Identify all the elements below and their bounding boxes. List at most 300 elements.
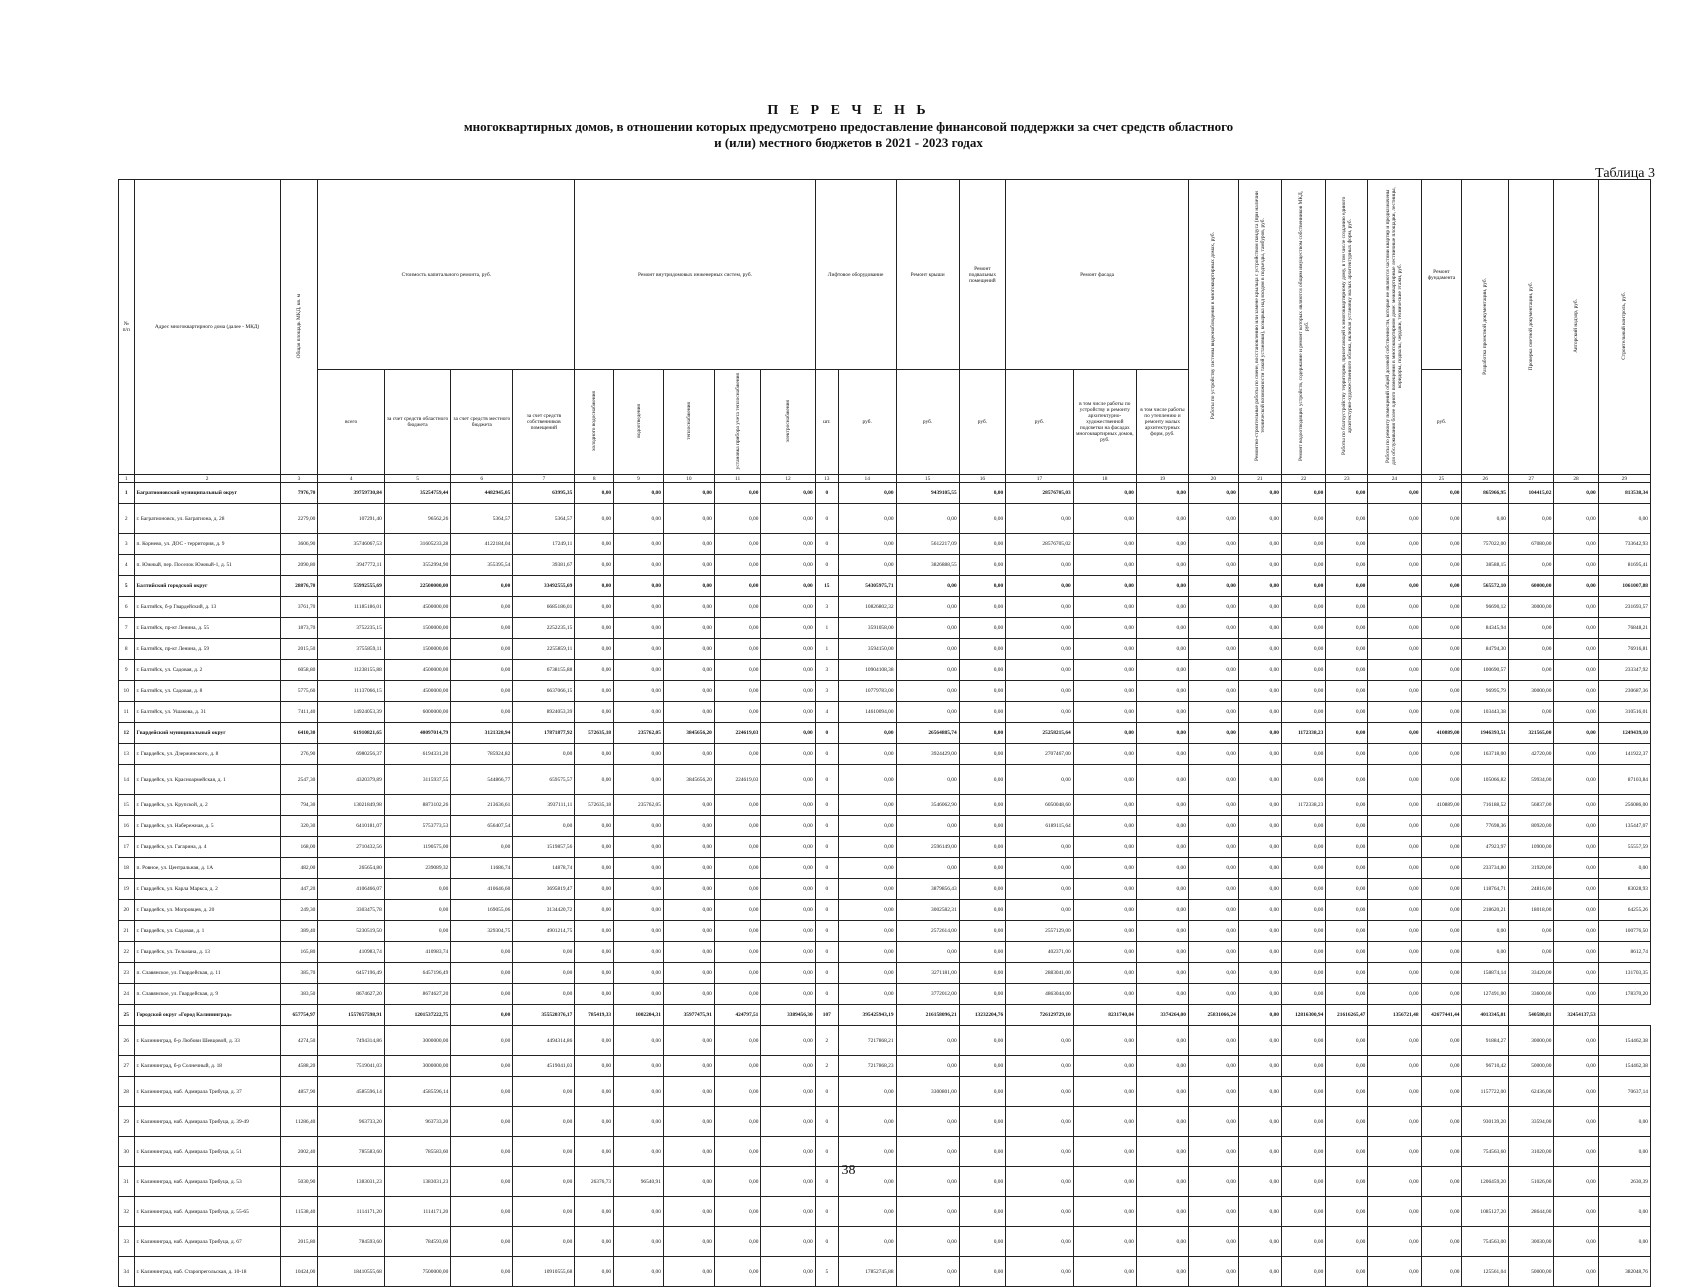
address-cell: г. Балтийск, ул. Ушакова, д. 31	[134, 702, 280, 723]
column-number: 18	[1073, 475, 1136, 483]
value-cell: 0,00	[663, 1026, 714, 1056]
value-cell: 0,00	[1421, 576, 1462, 597]
value-cell: 0,00	[663, 483, 714, 504]
value-cell: 0,00	[451, 618, 513, 639]
table-row	[119, 681, 1651, 702]
header-c25: Ремонт фундамента	[1421, 180, 1462, 370]
value-cell: 8231740,04	[1073, 1005, 1136, 1026]
value-cell: 0,00	[714, 534, 761, 555]
value-cell: 0,00	[1281, 660, 1325, 681]
value-cell: 0,00	[761, 723, 815, 744]
value-cell: 0	[815, 858, 838, 879]
value-cell: 0,00	[1368, 858, 1421, 879]
value-cell: 0,00	[1368, 1167, 1421, 1197]
value-cell: 0,00	[1554, 534, 1598, 555]
value-cell: 0,00	[896, 597, 959, 618]
value-cell: 0,00	[714, 1197, 761, 1227]
value-cell: 0,00	[575, 1137, 614, 1167]
table-row	[119, 744, 1651, 765]
value-cell: 0,00	[1598, 1137, 1650, 1167]
value-cell: 96995,79	[1462, 681, 1509, 702]
value-cell: 0,00	[761, 1257, 815, 1287]
value-cell: 572635,18	[575, 795, 614, 816]
value-cell: 0,00	[1281, 702, 1325, 723]
value-cell: 0,00	[1136, 483, 1188, 504]
value-cell: 0,00	[1073, 483, 1136, 504]
value-cell: 355395,54	[451, 555, 513, 576]
value-cell: 0,00	[1368, 1227, 1421, 1257]
value-cell: 0,00	[761, 639, 815, 660]
value-cell: 6410,30	[280, 723, 318, 744]
value-cell: 0,00	[1368, 942, 1421, 963]
value-cell: 794,30	[280, 795, 318, 816]
value-cell: 0	[815, 1137, 838, 1167]
value-cell: 0,00	[1509, 639, 1554, 660]
table-row	[119, 1197, 1651, 1227]
value-cell: 0,00	[959, 837, 1006, 858]
value-cell: 0,00	[1326, 1026, 1368, 1056]
value-cell: 0,00	[614, 942, 664, 963]
value-cell: 4	[815, 702, 838, 723]
header-c20: Работы по устройству системы видеонаблюдения в многоквартирных домах, руб.	[1188, 180, 1238, 475]
value-cell: 0,00	[1368, 1257, 1421, 1287]
value-cell: 785419,33	[575, 1005, 614, 1026]
value-cell: 0,00	[1326, 1137, 1368, 1167]
value-cell: 0,00	[1238, 723, 1281, 744]
value-cell: 0,00	[1554, 681, 1598, 702]
table-row	[119, 1257, 1651, 1287]
value-cell: 0,00	[1238, 555, 1281, 576]
value-cell: 0,00	[1136, 744, 1188, 765]
value-cell: 5612217,09	[896, 534, 959, 555]
value-cell: 0,00	[761, 744, 815, 765]
value-cell: 0,00	[1326, 576, 1368, 597]
value-cell: 0,00	[838, 1137, 896, 1167]
value-cell: 0,00	[1421, 1227, 1462, 1257]
value-cell: 3924429,00	[896, 744, 959, 765]
value-cell: 0,00	[663, 534, 714, 555]
value-cell: 0,00	[513, 1167, 575, 1197]
value-cell: 25258215,64	[1006, 723, 1074, 744]
column-number: 28	[1554, 475, 1598, 483]
value-cell: 265654,80	[318, 858, 384, 879]
value-cell: 0,00	[1238, 858, 1281, 879]
value-cell: 0,00	[959, 795, 1006, 816]
value-cell: 0,00	[1136, 1167, 1188, 1197]
value-cell: 15	[815, 576, 838, 597]
value-cell: 233734,80	[1462, 858, 1509, 879]
value-cell: 0,00	[1006, 879, 1074, 900]
value-cell: 0,00	[1136, 984, 1188, 1005]
value-cell: 0,00	[838, 555, 896, 576]
value-cell: 0,00	[714, 504, 761, 534]
column-number: 16	[959, 475, 1006, 483]
value-cell: 0,00	[575, 534, 614, 555]
value-cell: 0,00	[451, 702, 513, 723]
value-cell: 0,00	[1368, 1077, 1421, 1107]
value-cell: 169055,06	[451, 900, 513, 921]
value-cell: 0,00	[1238, 984, 1281, 1005]
value-cell: 0,00	[575, 858, 614, 879]
column-number: 24	[1368, 475, 1421, 483]
value-cell: 0,00	[513, 1197, 575, 1227]
value-cell: 249,30	[280, 900, 318, 921]
value-cell: 11538,40	[280, 1197, 318, 1227]
value-cell: 0,00	[1554, 1167, 1598, 1197]
value-cell: 0,00	[513, 816, 575, 837]
value-cell: 0,00	[451, 1257, 513, 1287]
value-cell: 0,00	[714, 483, 761, 504]
value-cell: 0,00	[1281, 483, 1325, 504]
value-cell: 0,00	[451, 681, 513, 702]
row-number-cell: 31	[119, 1167, 135, 1197]
column-number: 29	[1598, 475, 1650, 483]
value-cell: 0,00	[513, 1077, 575, 1107]
value-cell: 0,00	[1598, 1227, 1650, 1257]
value-cell: 0,00	[896, 660, 959, 681]
value-cell: 0,00	[451, 1227, 513, 1257]
value-cell: 0,00	[513, 1137, 575, 1167]
row-number-cell: 8	[119, 639, 135, 660]
value-cell: 0,00	[575, 963, 614, 984]
value-cell: 0,00	[1238, 618, 1281, 639]
value-cell: 17249,11	[513, 534, 575, 555]
value-cell: 3271181,00	[896, 963, 959, 984]
value-cell: 0,00	[614, 921, 664, 942]
value-cell: 0,00	[1368, 681, 1421, 702]
value-cell: 0,00	[1326, 942, 1368, 963]
value-cell: 382048,76	[1598, 1257, 1650, 1287]
value-cell: 0,00	[896, 1197, 959, 1227]
value-cell: 395425943,19	[838, 1005, 896, 1026]
value-cell: 0,00	[1326, 984, 1368, 1005]
value-cell: 0,00	[1421, 534, 1462, 555]
value-cell: 0,00	[575, 921, 614, 942]
value-cell: 0,00	[451, 1077, 513, 1107]
value-cell: 0,00	[896, 858, 959, 879]
row-number-cell: 17	[119, 837, 135, 858]
value-cell: 0	[815, 795, 838, 816]
value-cell: 0	[815, 555, 838, 576]
value-cell: 0,00	[714, 1026, 761, 1056]
value-cell: 7519041,03	[318, 1056, 384, 1077]
table-row	[119, 984, 1651, 1005]
value-cell: 2	[815, 1056, 838, 1077]
value-cell: 33492555,69	[513, 576, 575, 597]
value-cell: 0,00	[1421, 1137, 1462, 1167]
value-cell: 0,00	[1238, 504, 1281, 534]
value-cell: 0,00	[663, 858, 714, 879]
value-cell: 0,00	[838, 765, 896, 795]
value-cell: 0,00	[1006, 1107, 1074, 1137]
value-cell: 55557,59	[1598, 837, 1650, 858]
value-cell: 0,00	[1238, 816, 1281, 837]
value-cell: 0,00	[1421, 702, 1462, 723]
value-cell: 0,00	[1554, 942, 1598, 963]
value-cell: 32454137,53	[1554, 1005, 1598, 1026]
value-cell: 0,00	[1006, 837, 1074, 858]
value-cell: 0,00	[1073, 576, 1136, 597]
value-cell: 0,00	[714, 963, 761, 984]
value-cell: 1172338,23	[1281, 795, 1325, 816]
value-cell: 224619,03	[714, 765, 761, 795]
value-cell: 235762,05	[614, 795, 664, 816]
address-cell: г. Калининград, наб. Адмирала Трибуца, д. 53	[134, 1167, 280, 1197]
value-cell: 0,00	[1421, 1167, 1462, 1197]
value-cell: 30000,00	[1509, 681, 1554, 702]
value-cell: 0,00	[663, 576, 714, 597]
header-int-power: электроснабжения	[761, 370, 815, 475]
value-cell: 6637066,15	[513, 681, 575, 702]
table-row	[119, 900, 1651, 921]
value-cell: 76916,81	[1598, 639, 1650, 660]
value-cell: 213636,61	[451, 795, 513, 816]
value-cell: 0,00	[959, 483, 1006, 504]
value-cell: 0,00	[451, 1107, 513, 1137]
value-cell: 28644,00	[1509, 1197, 1554, 1227]
column-number: 20	[1188, 475, 1238, 483]
value-cell: 0,00	[1073, 765, 1136, 795]
value-cell: 0,00	[838, 723, 896, 744]
value-cell: 0,00	[451, 660, 513, 681]
value-cell: 84345,94	[1462, 618, 1509, 639]
value-cell: 2883041,00	[1006, 963, 1074, 984]
value-cell: 0,00	[1554, 858, 1598, 879]
value-cell: 0,00	[1554, 816, 1598, 837]
value-cell: 0,00	[838, 984, 896, 1005]
value-cell: 0,00	[714, 900, 761, 921]
value-cell: 0,00	[838, 900, 896, 921]
address-cell: г. Калининград, наб. Старопрегольская, д. 10-18	[134, 1257, 280, 1287]
value-cell: 0,00	[1238, 660, 1281, 681]
value-cell: 10826802,32	[838, 597, 896, 618]
value-cell: 0,00	[1368, 1197, 1421, 1227]
value-cell: 0,00	[1238, 1167, 1281, 1197]
value-cell: 3115937,55	[384, 765, 450, 795]
value-cell: 0,00	[1368, 534, 1421, 555]
column-number: 9	[614, 475, 664, 483]
value-cell: 0,00	[761, 837, 815, 858]
row-number-cell: 15	[119, 795, 135, 816]
value-cell: 0,00	[513, 1107, 575, 1137]
value-cell: 0,00	[575, 504, 614, 534]
value-cell: 107	[815, 1005, 838, 1026]
value-cell: 0,00	[838, 963, 896, 984]
header-facade: Ремонт фасада	[1006, 180, 1189, 370]
value-cell: 0,00	[1136, 858, 1188, 879]
value-cell: 0,00	[663, 744, 714, 765]
value-cell: 0,00	[1136, 879, 1188, 900]
value-cell: 754563,60	[1462, 1137, 1509, 1167]
column-number: 27	[1509, 475, 1554, 483]
value-cell: 0,00	[1188, 1167, 1238, 1197]
value-cell: 0,00	[1554, 660, 1598, 681]
value-cell: 0	[815, 1227, 838, 1257]
value-cell: 0,00	[1188, 1227, 1238, 1257]
address-cell: г. Балтийск, ул. Садовая, д. 2	[134, 660, 280, 681]
value-cell: 0	[815, 984, 838, 1005]
value-cell: 0,00	[896, 942, 959, 963]
value-cell: 21616265,47	[1326, 1005, 1368, 1026]
value-cell: 0,00	[1073, 555, 1136, 576]
value-cell: 0,00	[614, 1227, 664, 1257]
row-number-cell: 11	[119, 702, 135, 723]
value-cell: 0,00	[1281, 879, 1325, 900]
value-cell: 3755859,11	[318, 639, 384, 660]
value-cell: 0	[815, 534, 838, 555]
table-row	[119, 837, 1651, 858]
row-number-cell: 5	[119, 576, 135, 597]
value-cell: 2707467,00	[1006, 744, 1074, 765]
column-number: 7	[513, 475, 575, 483]
value-cell: 11185186,01	[318, 597, 384, 618]
value-cell: 0,00	[1073, 681, 1136, 702]
value-cell: 0,00	[1421, 1197, 1462, 1227]
value-cell: 0,00	[838, 1197, 896, 1227]
page-number: 38	[841, 1163, 856, 1178]
value-cell: 0,00	[761, 618, 815, 639]
value-cell: 0,00	[663, 1167, 714, 1197]
value-cell: 83028,93	[1598, 879, 1650, 900]
value-cell: 0,00	[1188, 597, 1238, 618]
value-cell: 33600,00	[1509, 984, 1554, 1005]
value-cell: 0,00	[1006, 1137, 1074, 1167]
value-cell: 0	[815, 879, 838, 900]
value-cell: 0,00	[1136, 795, 1188, 816]
value-cell: 963733,20	[384, 1107, 450, 1137]
header-int-heat: теплоснабжения	[663, 370, 714, 475]
value-cell: 0,00	[959, 1257, 1006, 1287]
value-cell: 0,00	[959, 1107, 1006, 1137]
value-cell: 0,00	[663, 504, 714, 534]
value-cell: 4588,20	[280, 1056, 318, 1077]
value-cell: 0,00	[1368, 504, 1421, 534]
value-cell: 55992555,69	[318, 576, 384, 597]
value-cell: 0,00	[1281, 639, 1325, 660]
value-cell: 96690,12	[1462, 597, 1509, 618]
value-cell: 0,00	[1238, 1197, 1281, 1227]
value-cell: 6457196,49	[318, 963, 384, 984]
value-cell: 0,00	[575, 660, 614, 681]
title-line-1: П Е Р Е Ч Е Н Ь	[767, 103, 930, 118]
value-cell: 0,00	[761, 900, 815, 921]
header-c25-rub: руб.	[1421, 370, 1462, 475]
value-cell: 0,00	[1238, 795, 1281, 816]
value-cell: 410983,74	[384, 942, 450, 963]
value-cell: 0,00	[1006, 1026, 1074, 1056]
value-cell: 0,00	[1326, 723, 1368, 744]
value-cell: 0,00	[575, 744, 614, 765]
value-cell: 0,00	[896, 504, 959, 534]
header-row-2	[119, 370, 1651, 475]
value-cell: 4901214,75	[513, 921, 575, 942]
value-cell: 1383031,23	[384, 1167, 450, 1197]
value-cell: 0,00	[663, 900, 714, 921]
value-cell: 6457196,49	[384, 963, 450, 984]
value-cell: 0,00	[1421, 765, 1462, 795]
value-cell: 135447,07	[1598, 816, 1650, 837]
value-cell: 0,00	[663, 1257, 714, 1287]
value-cell: 310516,01	[1598, 702, 1650, 723]
value-cell: 0,00	[838, 858, 896, 879]
value-cell: 56837,00	[1509, 795, 1554, 816]
value-cell: 0,00	[614, 744, 664, 765]
value-cell: 1249439,10	[1598, 723, 1650, 744]
value-cell: 0,00	[1136, 681, 1188, 702]
value-cell: 12816300,94	[1281, 1005, 1325, 1026]
value-cell: 0,00	[575, 555, 614, 576]
value-cell: 7217868,21	[838, 1026, 896, 1056]
value-cell: 0,00	[761, 555, 815, 576]
value-cell: 0,00	[1006, 702, 1074, 723]
value-cell: 1114171,20	[384, 1197, 450, 1227]
row-number-cell: 23	[119, 963, 135, 984]
value-cell: 0,00	[896, 681, 959, 702]
table-row	[119, 1056, 1651, 1077]
value-cell: 0,00	[1188, 879, 1238, 900]
value-cell: 0,00	[614, 858, 664, 879]
column-number: 2	[134, 475, 280, 483]
value-cell: 540580,81	[1509, 1005, 1554, 1026]
value-cell: 3695819,47	[513, 879, 575, 900]
table-row	[119, 1077, 1651, 1107]
value-cell: 0,00	[714, 1137, 761, 1167]
value-cell: 2090,80	[280, 555, 318, 576]
header-cost-oblast: за счет средств областного бюджета	[384, 370, 450, 475]
value-cell: 0,00	[575, 576, 614, 597]
value-cell: 424797,51	[714, 1005, 761, 1026]
value-cell: 0,00	[1073, 858, 1136, 879]
value-cell: 0,00	[959, 963, 1006, 984]
value-cell: 0,00	[1006, 900, 1074, 921]
value-cell: 0,00	[1238, 837, 1281, 858]
row-number-cell: 18	[119, 858, 135, 879]
value-cell: 0,00	[1188, 795, 1238, 816]
value-cell: 0,00	[513, 984, 575, 1005]
value-cell: 659575,57	[513, 765, 575, 795]
value-cell: 0	[815, 900, 838, 921]
value-cell: 163718,00	[1462, 744, 1509, 765]
value-cell: 0,00	[663, 1137, 714, 1167]
value-cell: 39381,67	[513, 555, 575, 576]
value-cell: 0,00	[714, 618, 761, 639]
value-cell: 8924053,39	[513, 702, 575, 723]
table-row	[119, 942, 1651, 963]
header-num: № п/п	[119, 180, 135, 475]
value-cell: 0,00	[714, 879, 761, 900]
value-cell: 0,00	[838, 483, 896, 504]
value-cell: 0,00	[1554, 723, 1598, 744]
value-cell: 0,00	[1281, 1107, 1325, 1137]
value-cell: 0,00	[1281, 1257, 1325, 1287]
value-cell: 0,00	[1281, 921, 1325, 942]
value-cell: 0,00	[513, 744, 575, 765]
value-cell: 0,00	[959, 1077, 1006, 1107]
value-cell: 0,00	[575, 1107, 614, 1137]
value-cell: 216158096,21	[896, 1005, 959, 1026]
value-cell: 5775,60	[280, 681, 318, 702]
value-cell: 165,80	[280, 942, 318, 963]
value-cell: 31920,00	[1509, 858, 1554, 879]
value-cell: 1157722,00	[1462, 1077, 1509, 1107]
value-cell: 0	[815, 942, 838, 963]
value-cell: 0,00	[714, 1167, 761, 1197]
value-cell: 0,00	[1368, 984, 1421, 1005]
value-cell: 0,00	[1326, 597, 1368, 618]
value-cell: 0,00	[959, 576, 1006, 597]
value-cell: 6194331,20	[384, 744, 450, 765]
value-cell: 0,00	[1368, 618, 1421, 639]
